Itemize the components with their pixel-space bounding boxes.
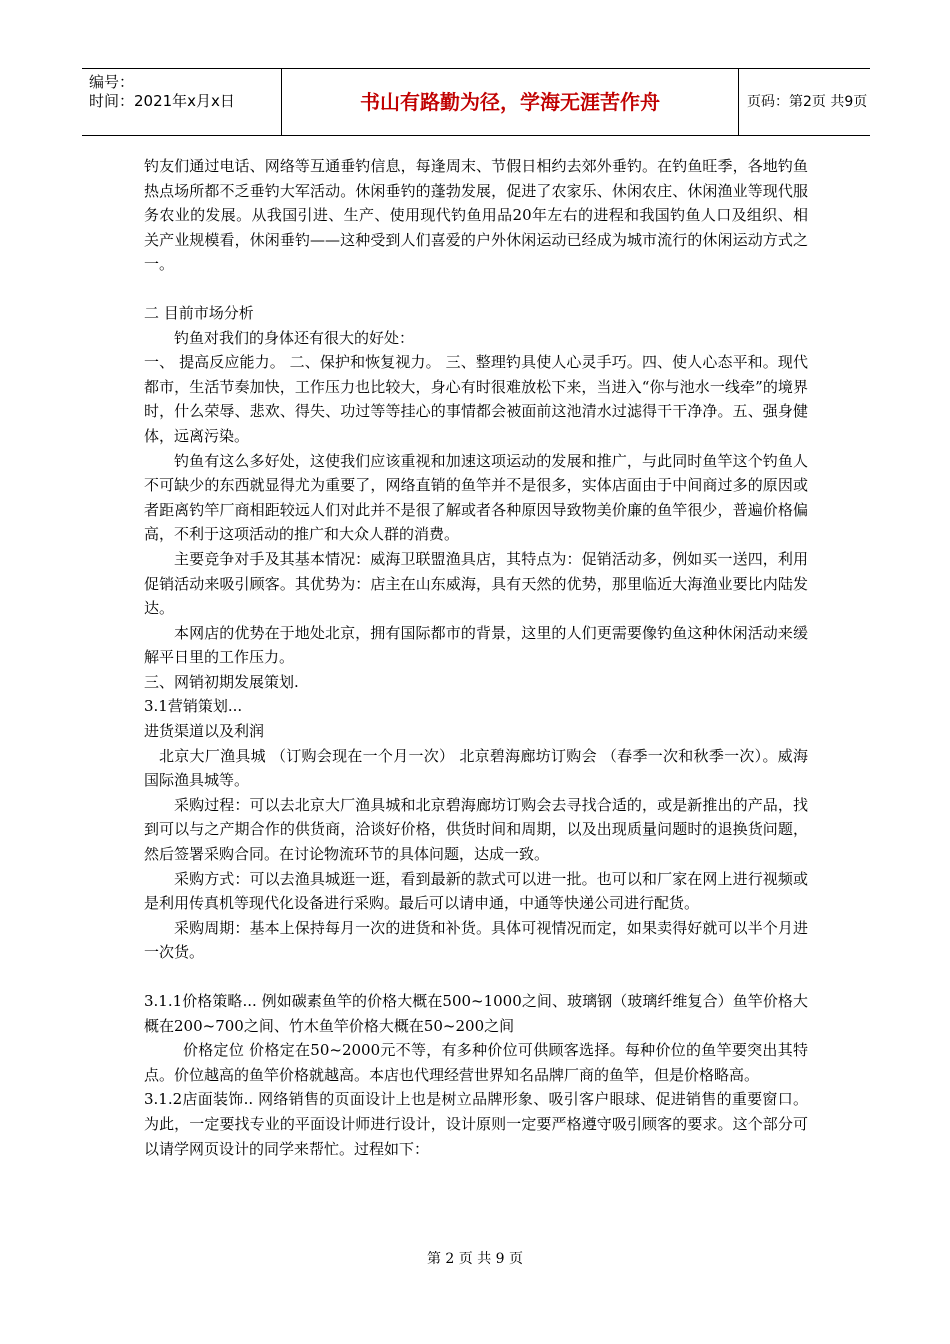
paragraph: 3.1.2店面装饰.. 网络销售的页面设计上也是树立品牌形象、吸引客户眼球、促进销售的重要窗口。为此，一定要找专业的平面设计师进行设计，设计原则一定要严格遵守吸引顾客的要求。这个部分可以请学网页设计的同学来帮忙。过程如下： — [144, 1090, 808, 1158]
paragraph: 钓鱼有这么多好处，这使我们应该重视和加速这项运动的发展和推广，与此同时鱼竿这个钓鱼人不可缺少的东西就显得尤为重要了，网络直销的鱼竿并不是很多，实体店面由于中间商过多的原因或者距离钓竿厂商相距较远人们对此并不是很了解或者各种原因导致物美价廉的鱼竿很少，普遍价格偏高，不利于这项活动的推广和大众人群的消费。 — [144, 451, 808, 544]
paragraph: 钓鱼对我们的身体还有很大的好处： — [174, 328, 415, 347]
paragraph: 采购周期：基本上保持每月一次的进货和补货。具体可视情况而定，如果卖得好就可以半个月进一次货。 — [144, 918, 808, 962]
page-footer: 第 2 页 共 9 页 — [426, 1251, 524, 1267]
header-motto: 书山有路勤为径，学海无涯苦作舟 — [282, 69, 739, 135]
date-label: 时间：2021年x月x日 — [89, 92, 235, 110]
paragraph: 价格定位 价格定在50~2000元不等，有多种价位可供顾客选择。每种价位的鱼竿要突出其特点。价位越高的鱼竿价格就越高。本店也代理经营世界知名品牌厂商的鱼竿，但是价格略高。 — [144, 1041, 808, 1084]
paragraph: 北京大厂渔具城 （订购会现在一个月一次） 北京碧海廊坊订购会 （春季一次和秋季一次）。威海国际渔具城等。 — [144, 746, 808, 790]
paragraph: 本网店的优势在于地处北京，拥有国际都市的背景，这里的人们更需要像钓鱼这种休闲活动来缓解平日里的工作压力。 — [144, 623, 808, 667]
section-heading: 二 目前市场分析 — [144, 303, 254, 322]
paragraph: 进货渠道以及利润 — [144, 722, 265, 741]
paragraph: 钓友们通过电话、网络等互通垂钓信息，每逢周末、节假日相约去郊外垂钓。在钓鱼旺季，各地钓鱼热点场所都不乏垂钓大军活动。休闲垂钓的蓬勃发展，促进了农家乐、休闲农庄、休闲渔业等现代服务农业的发展。从我国引进、生产、使用现代钓鱼用品20年左右的进程和我国钓鱼人口及组织、相关产业规模看，休闲垂钓——这种受到人们喜爱的户外休闲运动已经成为城市流行的休闲运动方式之一。 — [144, 157, 808, 274]
document-body — [144, 154, 808, 1161]
paragraph: 3.1.1价格策略... 例如碳素鱼竿的价格大概在500~1000之间、玻璃钢（玻璃纤维复合）鱼竿价格大概在200~700之间、竹木鱼竿价格大概在50~200之间 — [144, 992, 808, 1035]
header-page-info: 页码：第2页 共9页 — [747, 94, 868, 110]
subsection-heading: 3.1营销策划... — [144, 697, 243, 716]
number-label: 编号： — [89, 73, 135, 91]
header-meta-cell — [82, 69, 282, 135]
section-heading: 三、网销初期发展策划. — [144, 672, 299, 691]
paragraph: 主要竞争对手及其基本情况：威海卫联盟渔具店，其特点为：促销活动多，例如买一送四，利用促销活动来吸引顾客。其优势为：店主在山东威海，具有天然的优势，那里临近大海渔业要比内陆发达。 — [144, 549, 808, 618]
paragraph: 一、 提高反应能力。 二、保护和恢复视力。 三、整理钓具使人心灵手巧。四、使人心态平和。现代都市，生活节奏加快，工作压力也比较大，身心有时很难放松下来，当进入“你与池水一线牵”的境界时，什么荣辱、悲欢、得失、功过等等挂心的事情都会被面前这池清水过滤得干干净净。五、强身健体，远离污染。 — [144, 353, 808, 445]
page-header — [82, 68, 870, 136]
paragraph: 采购过程：可以去北京大厂渔具城和北京碧海廊坊订购会去寻找合适的，或是新推出的产品，找到可以与之产期合作的供货商，洽谈好价格，供货时间和周期，以及出现质量问题时的退换货问题，然后签署采购合同。在讨论物流环节的具体问题，达成一致。 — [144, 795, 808, 864]
paragraph: 采购方式：可以去渔具城逛一逛，看到最新的款式可以进一批。也可以和厂家在网上进行视频或是利用传真机等现代化设备进行采购。最后可以请申通，中通等快递公司进行配货。 — [144, 869, 808, 913]
